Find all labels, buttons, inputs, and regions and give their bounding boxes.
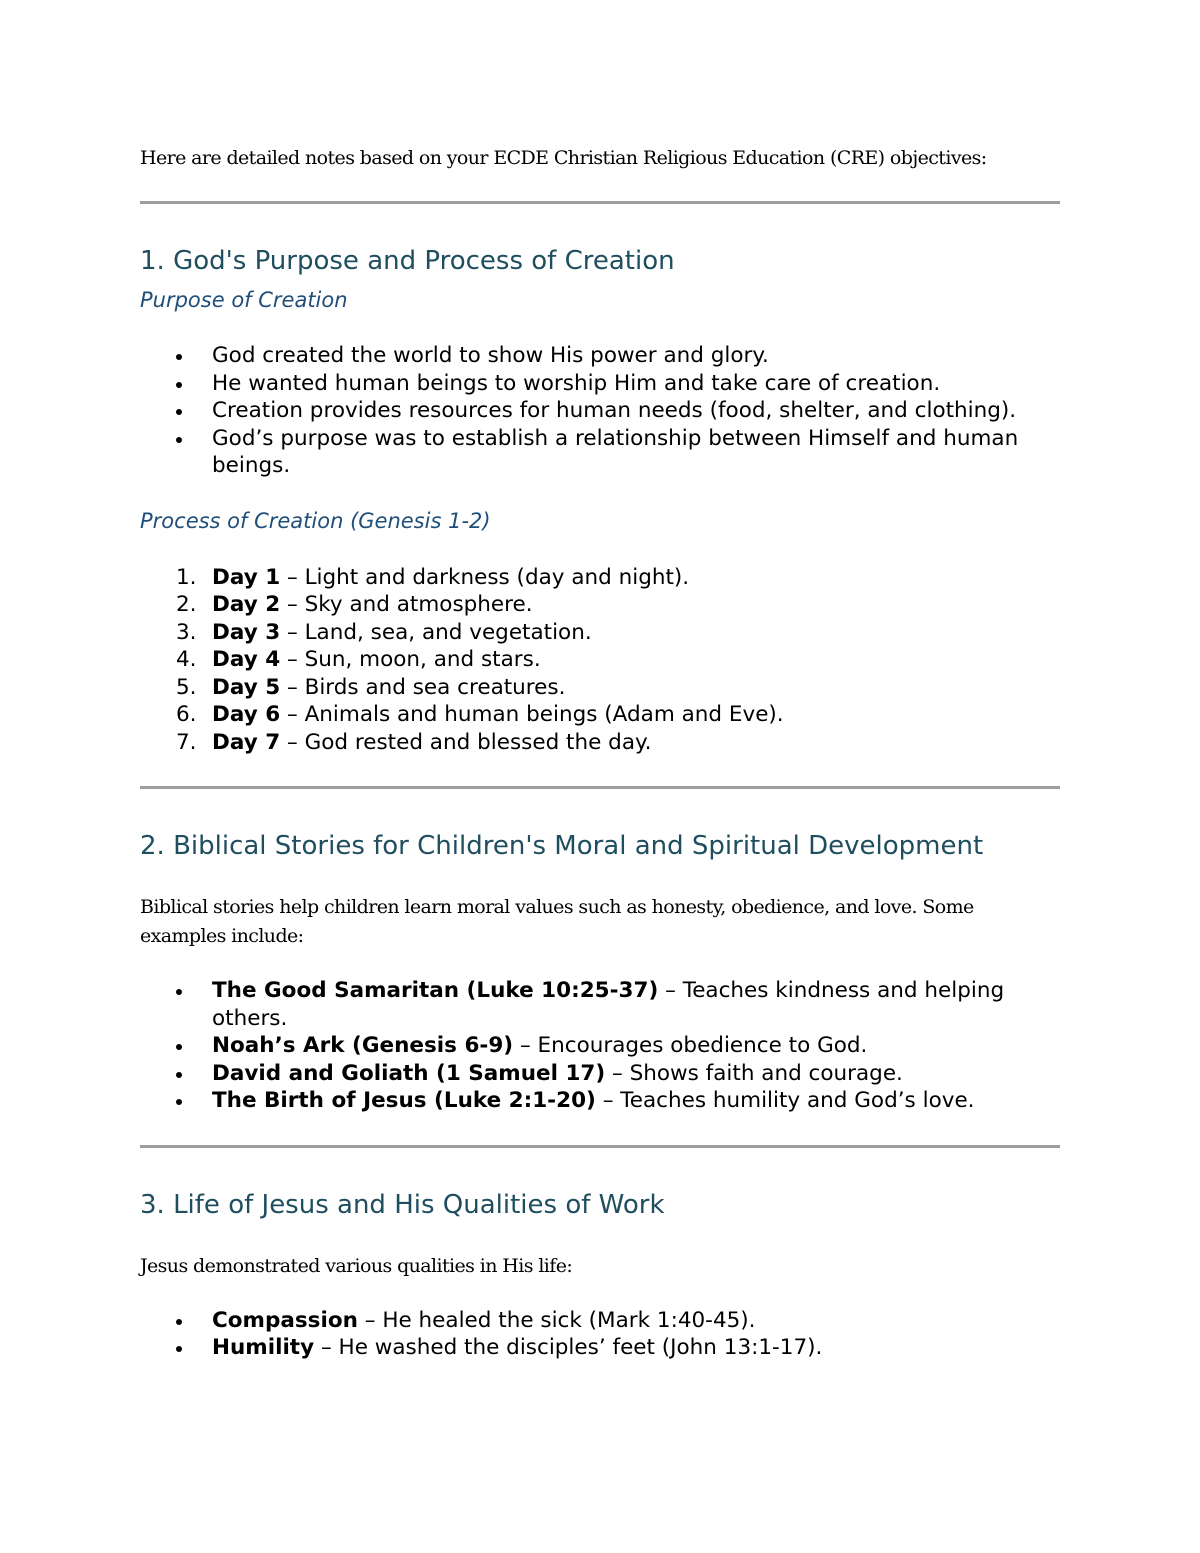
- section-3-heading: 3. Life of Jesus and His Qualities of Work: [140, 1189, 665, 1220]
- section-3-intro: Jesus demonstrated various qualities in His life:: [140, 1254, 573, 1277]
- qualities-list: [140, 1307, 1060, 1362]
- process-subheading: Process of Creation (Genesis 1-2): [140, 508, 491, 533]
- story-item: Noah’s Ark (Genesis 6-9) – Encourages obedience to God.: [140, 1032, 1060, 1060]
- section-2-intro: Biblical stories help children learn moral values such as honesty, obedience, and love. Some examples include:: [140, 896, 974, 947]
- horizontal-rule: [140, 786, 1060, 789]
- story-title: David and Goliath (1 Samuel 17): [212, 1060, 606, 1086]
- day-label: Day 4: [212, 647, 281, 672]
- day-item: 4. Day 4 – Sun, moon, and stars.: [176, 647, 541, 672]
- day-label: Day 6: [212, 702, 281, 727]
- story-title: Noah’s Ark (Genesis 6-9): [212, 1033, 514, 1058]
- day-item: 6. Day 6 – Animals and human beings (Adam and Eve).: [176, 702, 784, 727]
- document-page: [140, 140, 1060, 1362]
- quality-label: Compassion: [212, 1307, 358, 1333]
- story-title: The Good Samaritan (Luke 10:25-37): [212, 978, 659, 1003]
- intro-paragraph: Here are detailed notes based on your ECDE Christian Religious Education (CRE) objectives:: [140, 147, 987, 169]
- stories-list: [140, 977, 1060, 1115]
- story-title: The Birth of Jesus (Luke 2:1-20): [212, 1088, 596, 1113]
- section-1-heading: 1. God's Purpose and Process of Creation: [140, 246, 675, 276]
- story-item: The Good Samaritan (Luke 10:25-37) – Teaches kindness and helping others.: [140, 977, 1060, 1032]
- list-item: God’s purpose was to establish a relationship between Himself and human beings.: [140, 425, 1060, 480]
- story-item: David and Goliath (1 Samuel 17) – Shows faith and courage.: [140, 1060, 1060, 1088]
- horizontal-rule: [140, 1145, 1060, 1148]
- day-label: Day 1: [212, 564, 281, 590]
- quality-item: Humility – He washed the disciples’ feet (John 13:1-17).: [140, 1334, 1060, 1362]
- list-item: Creation provides resources for human needs (food, shelter, and clothing).: [140, 397, 1060, 425]
- purpose-list: [140, 342, 1060, 480]
- day-item: 2. Day 2 – Sky and atmosphere.: [176, 592, 533, 617]
- story-item: The Birth of Jesus (Luke 2:1-20) – Teaches humility and God’s love.: [140, 1087, 1060, 1115]
- purpose-subheading: Purpose of Creation: [140, 288, 348, 312]
- day-item: 1. Day 1 – Light and darkness (day and night).: [176, 564, 690, 590]
- day-label: Day 3: [212, 619, 281, 645]
- day-label: Day 2: [212, 592, 281, 617]
- day-item: 3. Day 3 – Land, sea, and vegetation.: [176, 619, 592, 645]
- creation-days-list: [140, 564, 1060, 757]
- section-2-heading: 2. Biblical Stories for Children's Moral and Spiritual Development: [140, 831, 984, 861]
- list-item: He wanted human beings to worship Him and take care of creation.: [140, 370, 1060, 398]
- day-item: 7. Day 7 – God rested and blessed the day.: [176, 729, 652, 755]
- list-item: God created the world to show His power and glory.: [140, 342, 1060, 370]
- day-item: 5. Day 5 – Birds and sea creatures.: [176, 674, 566, 700]
- quality-label: Humility: [212, 1335, 315, 1360]
- quality-item: Compassion – He healed the sick (Mark 1:40-45).: [140, 1307, 1060, 1335]
- horizontal-rule: [140, 201, 1060, 204]
- day-label: Day 5: [212, 674, 281, 700]
- day-label: Day 7: [212, 729, 281, 755]
